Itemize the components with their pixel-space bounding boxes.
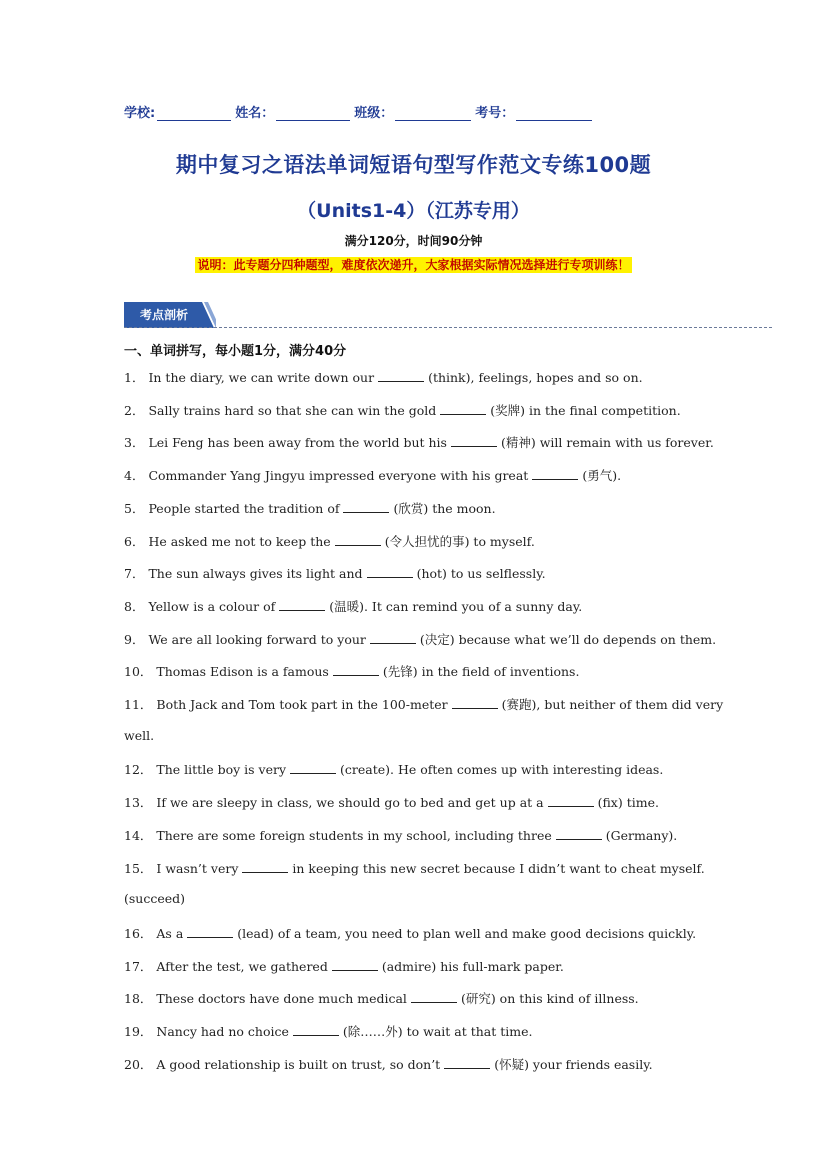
question-item (124, 499, 704, 517)
answer-blank[interactable] (332, 958, 378, 971)
question-text-before: We are all looking forward to your (148, 631, 366, 647)
question-item (124, 401, 704, 419)
id-blank[interactable] (516, 106, 592, 121)
page-title: 期中复习之语法单词短语句型写作范文专练100题 (175, 153, 652, 177)
question-text-after: (admire) his full-mark paper. (381, 958, 564, 974)
question-item (124, 630, 717, 648)
question-item (124, 532, 704, 550)
question-number: 15． (124, 860, 153, 876)
school-blank[interactable] (157, 106, 231, 121)
class-label: 班级： (354, 106, 394, 121)
question-text-after: (lead) of a team, you need to plan well and make good decisions quickly. (237, 925, 697, 941)
answer-blank[interactable] (333, 663, 379, 676)
question-text-before: The little boy is very (156, 762, 287, 778)
question-number: 3． (124, 435, 145, 451)
class-blank[interactable] (395, 106, 471, 121)
question-text-after: (先锋) in the field of inventions. (382, 664, 580, 680)
question-number: 11． (124, 697, 153, 712)
question-text-before: A good relationship is built on trust, so don’t (156, 1056, 441, 1072)
question-text-before: There are some foreign students in my school, including three (156, 827, 552, 843)
question-text-before: As a (156, 925, 184, 941)
question-text-before: Both Jack and Tom took part in the 100-meter (156, 697, 448, 712)
answer-blank[interactable] (451, 434, 497, 447)
answer-blank[interactable] (242, 860, 288, 873)
question-text-before: In the diary, we can write down our (148, 370, 375, 385)
school-label: 学校: (124, 106, 156, 121)
question-item (124, 433, 714, 451)
question-number: 9． (124, 631, 145, 647)
question-text-before: These doctors have done much medical (156, 991, 407, 1007)
question-text-after: (赛跑), but neither of them did very (501, 697, 724, 712)
question-number: 18． (124, 991, 153, 1007)
question-text-after: (fix) time. (597, 795, 659, 811)
question-text-after: (create). He often comes up with interesting ideas. (340, 762, 664, 778)
question-text-after: (勇气). (582, 468, 622, 484)
answer-blank[interactable] (343, 500, 389, 513)
question-text-before: Thomas Edison is a famous (156, 664, 329, 680)
question-item (124, 989, 704, 1007)
section-tab-label: 考点剖析 (139, 308, 188, 322)
answer-blank[interactable] (290, 761, 336, 774)
question-text-after: (研究) on this kind of illness. (460, 991, 639, 1007)
question-item (124, 760, 704, 778)
question-number: 14． (124, 827, 153, 843)
question-text-after: (温暖). It can remind you of a sunny day. (329, 598, 583, 614)
question-number: 19． (124, 1024, 153, 1039)
question-text-before: Sally trains hard so that she can win the gold (148, 402, 437, 418)
question-continuation: well. (124, 727, 155, 743)
question-text-after: (除……外) to wait at that time. (342, 1024, 533, 1039)
id-label: 考号： (475, 106, 515, 121)
question-item (124, 368, 704, 386)
answer-blank[interactable] (370, 631, 416, 644)
answer-blank[interactable] (532, 467, 578, 480)
question-item (124, 793, 704, 811)
question-item (124, 924, 704, 942)
question-item (124, 859, 704, 877)
question-text-after: (令人担忧的事) to myself. (384, 533, 535, 549)
question-item (124, 466, 704, 484)
question-text-before: People started the tradition of (148, 500, 340, 516)
question-item (124, 957, 704, 975)
question-text-before: Lei Feng has been away from the world but his (148, 435, 447, 451)
name-label: 姓名： (235, 106, 275, 121)
question-text-after: (奖牌) in the final competition. (490, 402, 681, 418)
section-tab (124, 302, 216, 328)
answer-blank[interactable] (452, 696, 498, 709)
question-number: 12． (124, 762, 153, 778)
question-text-before: Nancy had no choice (156, 1024, 289, 1039)
question-continuation: (succeed) (124, 891, 186, 907)
name-blank[interactable] (276, 106, 350, 121)
question-text-before: The sun always gives its light and (148, 566, 363, 582)
question-text-after: (决定) because what we’ll do depends on them. (419, 631, 717, 647)
answer-blank[interactable] (440, 402, 486, 415)
question-item (124, 1022, 704, 1040)
score-time-line: 满分120分，时间90分钟 (344, 234, 483, 248)
question-item (124, 1055, 704, 1073)
answer-blank[interactable] (548, 794, 594, 807)
section-divider (124, 327, 772, 328)
question-number: 20． (124, 1056, 153, 1072)
instruction-note (0, 254, 827, 273)
instruction-note-text: 说明：此专题分四种题型，难度依次递升，大家根据实际情况选择进行专项训练！ (197, 258, 630, 272)
question-text-before: If we are sleepy in class, we should go to bed and get up at a (156, 795, 544, 811)
question-item (124, 662, 704, 680)
question-text-before: Yellow is a colour of (148, 598, 276, 614)
question-item (124, 564, 704, 582)
question-text-before: Commander Yang Jingyu impressed everyone with his great (148, 468, 529, 484)
question-number: 10． (124, 664, 153, 680)
question-text-before: He asked me not to keep the (148, 533, 331, 549)
question-text-after: (hot) to us selflessly. (416, 566, 546, 582)
student-info-line (124, 101, 677, 121)
answer-blank[interactable] (444, 1056, 490, 1069)
answer-blank[interactable] (335, 533, 381, 546)
question-number: 2． (124, 402, 145, 418)
question-number: 13． (124, 795, 153, 811)
question-number: 16． (124, 925, 153, 941)
question-text-after: (Germany). (605, 827, 678, 843)
question-item (124, 597, 704, 615)
question-number: 5． (124, 500, 145, 516)
question-text-before: I wasn’t very (156, 860, 239, 876)
question-text-after: (think), feelings, hopes and so on. (428, 370, 643, 385)
question-text-after: (欣赏) the moon. (393, 500, 496, 516)
question-text-after: (精神) will remain with us forever. (500, 435, 714, 451)
question-number: 7． (124, 566, 145, 582)
question-text-before: After the test, we gathered (156, 958, 328, 974)
answer-blank[interactable] (279, 598, 325, 611)
question-item (124, 826, 704, 844)
question-number: 6． (124, 533, 145, 549)
answer-blank[interactable] (411, 990, 457, 1003)
answer-blank[interactable] (556, 827, 602, 840)
part-heading: 一、单词拼写，每小题1分，满分40分 (124, 344, 347, 359)
question-number: 8． (124, 598, 145, 614)
question-text-after: (怀疑) your friends easily. (494, 1056, 653, 1072)
question-number: 17． (124, 958, 153, 974)
page-subtitle: （Units1-4）（江苏专用） (297, 200, 530, 222)
question-item (124, 695, 724, 713)
answer-blank[interactable] (378, 369, 424, 382)
question-text-after: in keeping this new secret because I didn’t want to cheat myself. (292, 860, 705, 876)
answer-blank[interactable] (293, 1023, 339, 1036)
question-number: 4． (124, 468, 145, 484)
answer-blank[interactable] (367, 565, 413, 578)
answer-blank[interactable] (187, 925, 233, 938)
question-number: 1． (124, 370, 145, 385)
